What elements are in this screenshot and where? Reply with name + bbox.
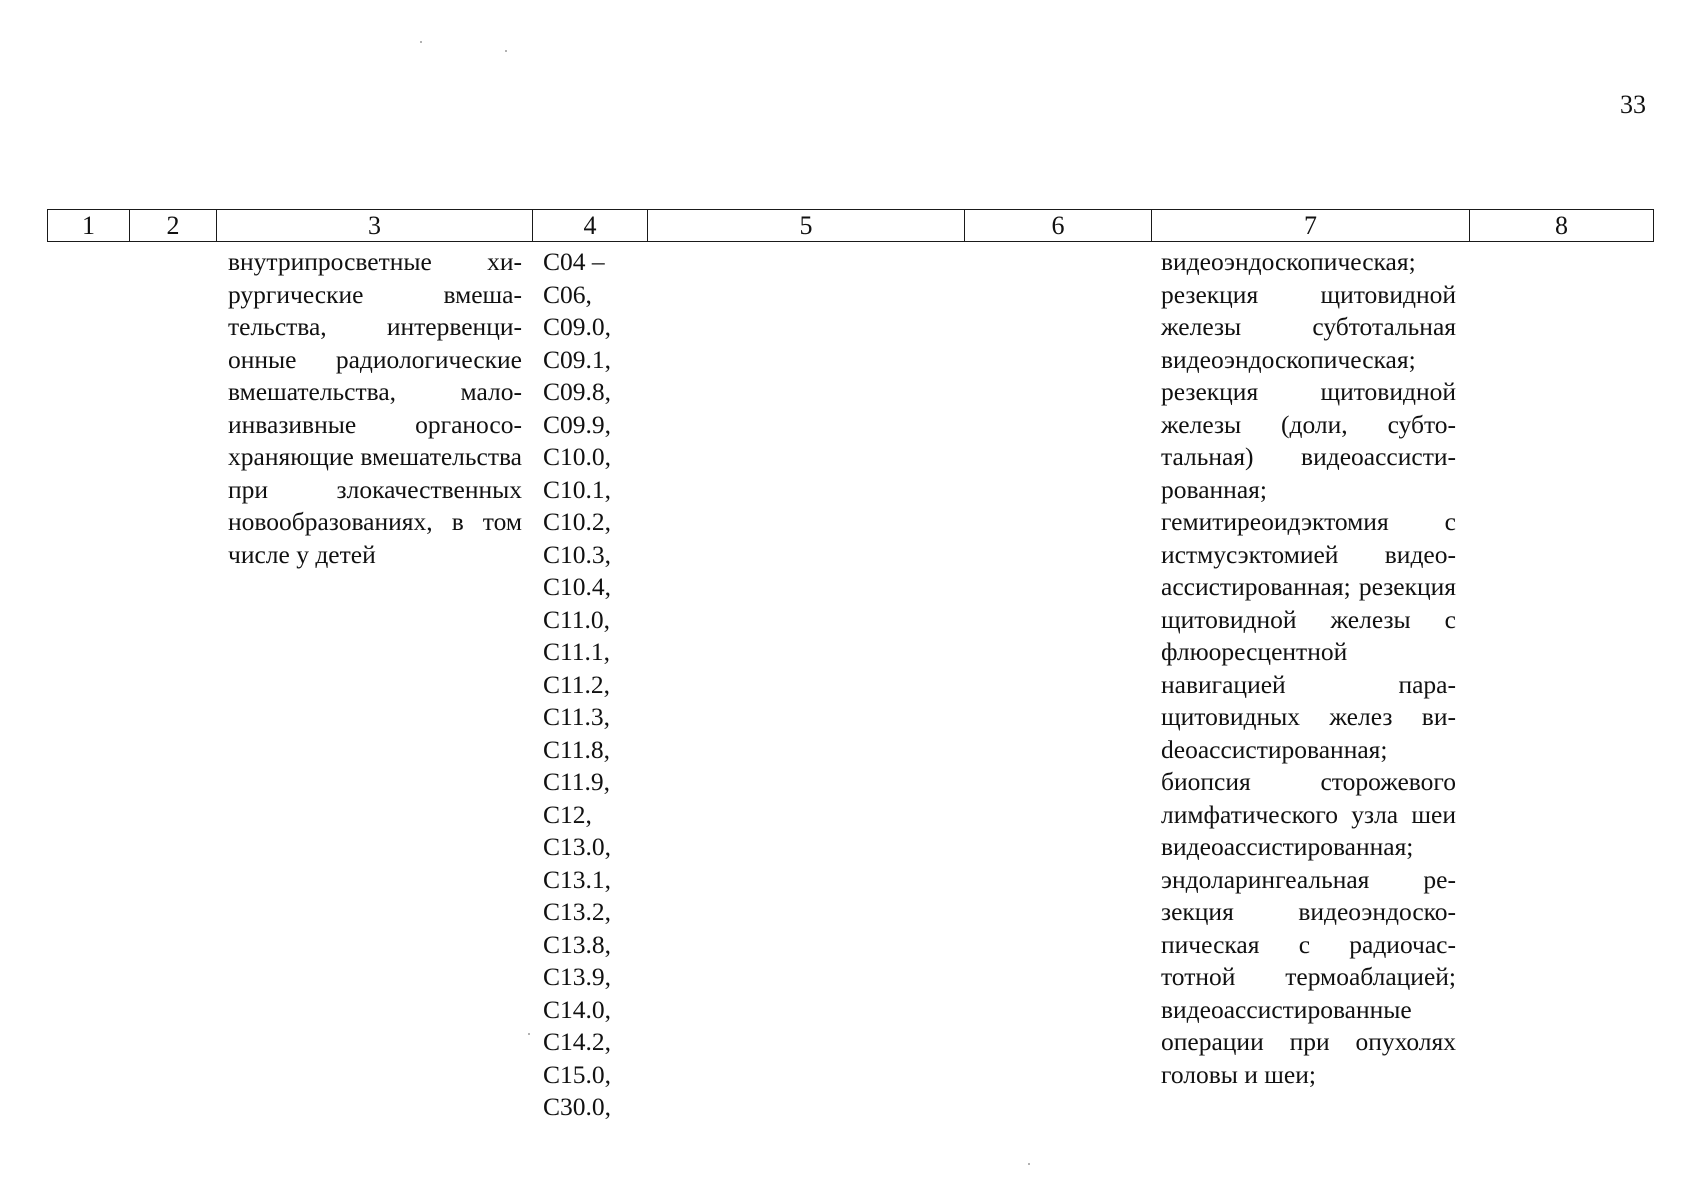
column-4-icd-codes (543, 246, 643, 1124)
column-7-treatment-methods: видеоэндоскопическая; резекция щитовидной железы субтотальная видеоэндоскопическая; резекция щитовидной железы (доли, субтотальная) видеоассистированная; гемитиреоидэктомия с истмусэктомией видеоассистированная; резекция щитовидной железы с флюоресцентной навигацией паращитовидных желез виdеоассистированная; биопсия сторожевого лимфатического узла шеи видеоассистированная; эндоларингеальная резекция видеоэндоскопическая с радиочастотной термоаблацией; видеоассистированные операции при опухолях головы и шеи; (1161, 247, 1456, 1089)
icd-code: C09.1, (543, 344, 612, 374)
icd-code: C10.2, (543, 507, 612, 536)
column-number-8: 8 (1470, 210, 1654, 242)
scan-speck (505, 50, 507, 52)
icd-code: C09.0, (543, 312, 612, 341)
column-number-4: 4 (533, 210, 648, 242)
icd-code: C10.4, (543, 572, 612, 601)
icd-code: C04 – (543, 247, 605, 276)
icd-code: C11.8, (543, 734, 611, 764)
icd-code: C10.1, (543, 474, 612, 504)
icd-code: C13.0, (543, 832, 612, 861)
icd-code: C11.9, (543, 767, 611, 796)
icd-code: C14.0, (543, 994, 612, 1024)
page-number: 33 (1620, 90, 1646, 119)
icd-code: C30.0, (543, 1092, 612, 1121)
icd-code: C13.9, (543, 962, 612, 991)
scan-speck (528, 1033, 530, 1035)
column-number-5: 5 (648, 210, 965, 242)
icd-code: C13.2, (543, 897, 612, 926)
column-number-7: 7 (1152, 210, 1470, 242)
icd-code: C11.2, (543, 669, 611, 699)
icd-code: C13.1, (543, 864, 612, 894)
icd-code: C11.0, (543, 604, 611, 634)
column-number-3: 3 (217, 210, 533, 242)
icd-code: C11.1, (543, 637, 611, 666)
icd-code: C10.0, (543, 442, 612, 471)
icd-code: C14.2, (543, 1027, 612, 1056)
scan-speck (420, 41, 422, 43)
icd-code: C11.3, (543, 702, 611, 731)
icd-code: C15.0, (543, 1059, 612, 1089)
table-header-row (48, 210, 1654, 242)
table-header (47, 209, 1654, 242)
icd-code: C09.9, (543, 409, 612, 439)
icd-code: C13.8, (543, 929, 612, 959)
icd-code: C12, (543, 799, 592, 829)
column-3-treatment-type: внутрипросветные хирургические вмешательства, интервенционные радиологические вмешательства, малоинвазивные органосохраняющие вмешательства при злокачественных новообразованиях, в том числе у детей (228, 247, 522, 569)
column-number-2: 2 (130, 210, 217, 242)
icd-code: C06, (543, 279, 592, 309)
icd-code: C09.8, (543, 377, 612, 406)
column-number-6: 6 (965, 210, 1152, 242)
icd-code: C10.3, (543, 539, 612, 569)
column-number-1: 1 (48, 210, 130, 242)
scan-speck (1028, 1163, 1030, 1165)
